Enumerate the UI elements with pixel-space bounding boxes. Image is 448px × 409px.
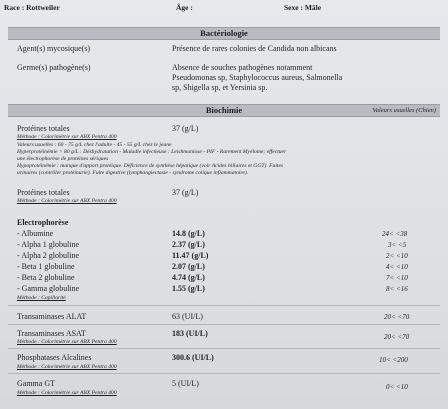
interpretation-note: urinaires (contrôler protéinurie). Fuite digestive (lymphangiectasie - syndrome colique inflammatoire). xyxy=(17,170,249,176)
electro-value: 2.37 (g/L) xyxy=(172,240,205,249)
divider xyxy=(8,305,440,306)
mycotic-label: Agent(s) mycosique(s) xyxy=(17,44,91,53)
electro-value: 2.07 (g/L) xyxy=(172,262,205,271)
electro-value: 1.55 (g/L) xyxy=(172,284,205,293)
electro-label: - Alpha 1 globuline xyxy=(17,240,79,249)
electro-ref: 3< <5 xyxy=(388,241,407,249)
method-note: Méthode : Colorimétrie sur ABX Pentra 400 xyxy=(17,134,117,140)
pal-ref: 10< <200 xyxy=(379,356,408,364)
method-note: Méthode : Colorimétrie sur ABX Pentra 400 xyxy=(17,198,117,204)
alat-label: Transaminases ALAT xyxy=(17,312,87,321)
method-note: Méthode : Colorimétrie sur ABX Pentra 400 xyxy=(17,390,117,396)
electro-label: - Gamma globuline xyxy=(17,284,80,293)
germ-line: Pseudomonas sp, Staphylococcus aureus, Salmonella xyxy=(172,73,343,82)
interpretation-note: Valeurs usuelles : 60 - 75 g/L chez l'adulte - 45 - 55 g/L chez le jeune xyxy=(17,142,172,148)
germ-line: Absence de souches pathogènes notamment xyxy=(172,63,313,72)
reference-header: Valeurs usuelles (Chien) xyxy=(372,107,436,114)
proteines2-value: 37 (g/L) xyxy=(172,188,199,197)
interpretation-note: Hypoprotéinémie : manque d'apport protéique. Déficience de synthèse hépatique (voir Acides biliaires et GGT). Fuites xyxy=(17,163,284,169)
proteines-label: Protéines totales xyxy=(17,124,70,133)
electro-label: - Beta 1 globuline xyxy=(17,262,75,271)
section-bacteriologie xyxy=(8,27,440,40)
asat-ref: 20< <70 xyxy=(384,333,410,341)
pal-value: 300.6 (UI/L) xyxy=(172,353,214,362)
pal-label: Phosphatases Alcalines xyxy=(17,353,92,362)
method-note: Méthode : Capillarité xyxy=(17,295,66,301)
asat-label: Transaminases ASAT xyxy=(17,329,86,338)
age-field: Âge : xyxy=(176,3,193,12)
divider xyxy=(8,373,440,374)
interpretation-note: Hyperprotéinémie > 80 g/L : Déshydratation - Maladie infectieuse : Leishmaniose - PIF - Rarement Myélome; effectuer xyxy=(17,149,287,155)
divider xyxy=(8,348,440,349)
electro-ref: 2< <10 xyxy=(386,252,408,260)
electro-ref: 7< <10 xyxy=(386,274,408,282)
alat-value: 63 (UI/L) xyxy=(172,312,203,321)
electro-ref: 8< <16 xyxy=(386,285,408,293)
asat-value: 183 (UI/L) xyxy=(172,329,208,338)
germ-label: Germe(s) pathogène(s) xyxy=(17,63,91,72)
ggt-label: Gamma GT xyxy=(17,379,55,388)
sexe-field: Sexe : Mâle xyxy=(284,3,322,12)
electro-label: - Albumine xyxy=(17,229,54,238)
interpretation-note: une électrophorèse de protéines sériques xyxy=(17,156,109,162)
section-title: Biochimie xyxy=(205,105,243,115)
electro-label: - Alpha 2 globuline xyxy=(17,251,79,260)
electro-value: 14.8 (g/L) xyxy=(172,229,205,238)
electro-label: - Beta 2 globuline xyxy=(17,273,75,282)
divider xyxy=(8,324,440,325)
alat-ref: 20< <70 xyxy=(384,313,410,321)
method-note: Méthode : Colorimétrie sur ABX Pentra 400 xyxy=(17,364,117,370)
ggt-ref: 0< <10 xyxy=(386,383,408,391)
electro-ref: 24< <38 xyxy=(382,230,408,238)
electrophorese-title: Electrophorèse xyxy=(17,218,69,227)
electro-ref: 4< <10 xyxy=(386,263,408,271)
ggt-value: 5 (UI/L) xyxy=(172,379,199,388)
section-biochimie xyxy=(8,104,440,117)
method-note: Méthode : Colorimétrie sur ABX Pentra 400 xyxy=(17,339,117,345)
germ-line: sp, Shigella sp, et Yersinia sp. xyxy=(172,83,268,92)
section-title: Bactériologie xyxy=(200,28,248,38)
electro-value: 11.47 (g/L) xyxy=(172,251,209,260)
proteines2-label: Protéines totales xyxy=(17,188,70,197)
race-field: Race : Rottweiler xyxy=(4,3,60,12)
electro-value: 4.74 (g/L) xyxy=(172,273,205,282)
mycotic-value: Présence de rares colonies de Candida non albicans xyxy=(172,44,337,53)
proteines-value: 37 (g/L) xyxy=(172,124,199,133)
